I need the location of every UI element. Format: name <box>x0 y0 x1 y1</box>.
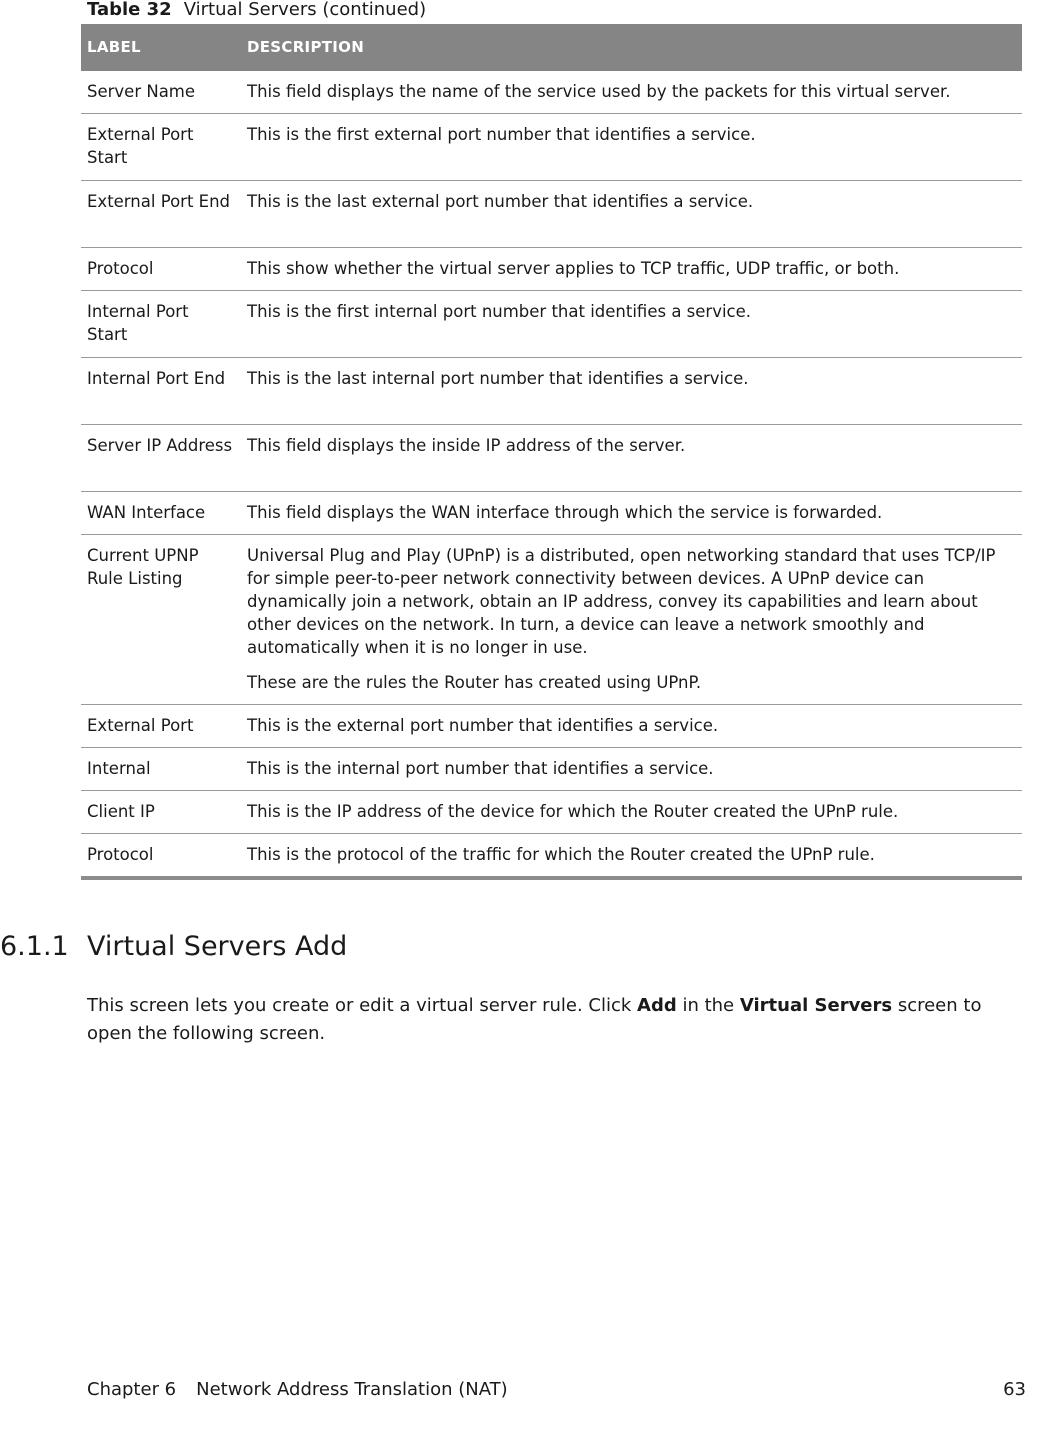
row-description <box>241 705 1022 748</box>
section-heading <box>0 928 347 966</box>
row-description <box>241 425 1022 492</box>
row-label: Internal <box>81 748 241 791</box>
table-row <box>81 114 1022 181</box>
row-description-text: These are the rules the Router has created using UPnP. <box>247 673 702 692</box>
paragraph-text: This screen lets you create or edit a virtual server rule. Click <box>87 995 638 1016</box>
row-description-text: This is the first external port number that identifies a service. <box>247 125 756 144</box>
row-description-text: This field displays the name of the service used by the packets for this virtual server. <box>247 82 951 101</box>
row-label: Server IP Address <box>81 425 241 492</box>
section-title: Virtual Servers Add <box>87 931 348 962</box>
table-row <box>81 181 1022 248</box>
page-footer-chapter <box>87 1377 508 1403</box>
row-description <box>241 492 1022 535</box>
table-header-row <box>81 24 1022 71</box>
row-label: Server Name <box>81 71 241 114</box>
virtual-servers-table <box>81 24 1022 880</box>
section-number: 6.1.1 <box>0 931 69 962</box>
table-caption-number: Table 32 <box>87 0 172 20</box>
row-description-text: This is the internal port number that identifies a service. <box>247 759 714 778</box>
row-description <box>241 248 1022 291</box>
row-label: Current UPNP Rule Listing <box>81 535 241 705</box>
row-description-text: This is the IP address of the device for which the Router created the UPnP rule. <box>247 802 899 821</box>
row-label: Protocol <box>81 248 241 291</box>
table-row <box>81 834 1022 879</box>
row-description <box>241 535 1022 705</box>
table-row <box>81 248 1022 291</box>
table-caption <box>87 0 426 22</box>
row-label: External Port End <box>81 181 241 248</box>
row-description-text: This is the external port number that identifies a service. <box>247 716 719 735</box>
row-label: External Port <box>81 705 241 748</box>
table-row <box>81 791 1022 834</box>
table-caption-title: Virtual Servers (continued) <box>183 0 427 20</box>
row-description <box>241 71 1022 114</box>
header-label: LABEL <box>81 24 241 71</box>
paragraph-text: screen to open the following screen. <box>87 995 982 1044</box>
header-description: DESCRIPTION <box>241 24 1022 71</box>
row-description <box>241 181 1022 248</box>
row-description <box>241 748 1022 791</box>
table-row <box>81 291 1022 358</box>
table-row <box>81 358 1022 425</box>
paragraph-text: in the <box>676 995 740 1016</box>
row-label: Client IP <box>81 791 241 834</box>
footer-chapter-title: Network Address Translation (NAT) <box>196 1379 508 1400</box>
paragraph-bold-add: Add <box>637 995 677 1016</box>
row-description-text: This is the first internal port number that identifies a service. <box>247 302 752 321</box>
table-row <box>81 748 1022 791</box>
row-label: WAN Interface <box>81 492 241 535</box>
body-paragraph <box>87 992 1027 1048</box>
row-label: Internal Port End <box>81 358 241 425</box>
table-row <box>81 535 1022 705</box>
footer-chapter-number: Chapter 6 <box>87 1379 177 1400</box>
row-description-text: This field displays the inside IP address of the server. <box>247 436 686 455</box>
table-row <box>81 492 1022 535</box>
row-description-text: This show whether the virtual server applies to TCP traffic, UDP traffic, or both. <box>247 259 900 278</box>
row-label: Protocol <box>81 834 241 879</box>
row-description-text: This is the protocol of the traffic for which the Router created the UPnP rule. <box>247 845 875 864</box>
table-row <box>81 705 1022 748</box>
paragraph-bold-virtual-servers: Virtual Servers <box>739 995 893 1016</box>
page-number: 63 <box>1003 1379 1026 1400</box>
row-description-text: This is the last external port number that identifies a service. <box>247 192 754 211</box>
row-description <box>241 114 1022 181</box>
row-description-text: This field displays the WAN interface through which the service is forwarded. <box>247 503 883 522</box>
row-description <box>241 834 1022 879</box>
table-row <box>81 425 1022 492</box>
row-label: External Port Start <box>81 114 241 181</box>
row-description-text: This is the last internal port number that identifies a service. <box>247 369 749 388</box>
row-label: Internal Port Start <box>81 291 241 358</box>
row-description <box>241 358 1022 425</box>
row-description <box>241 291 1022 358</box>
table-row <box>81 71 1022 114</box>
row-description-text: Universal Plug and Play (UPnP) is a distributed, open networking standard that uses TCP/IP for simple peer-to-peer network connectivity between devices. A UPnP device can dynamically join a network, obtain an IP address, convey its capabilities and learn about other devices on the network. In turn, a device can leave a network smoothly and automatically when it is no longer in use. <box>247 546 996 657</box>
row-description <box>241 791 1022 834</box>
